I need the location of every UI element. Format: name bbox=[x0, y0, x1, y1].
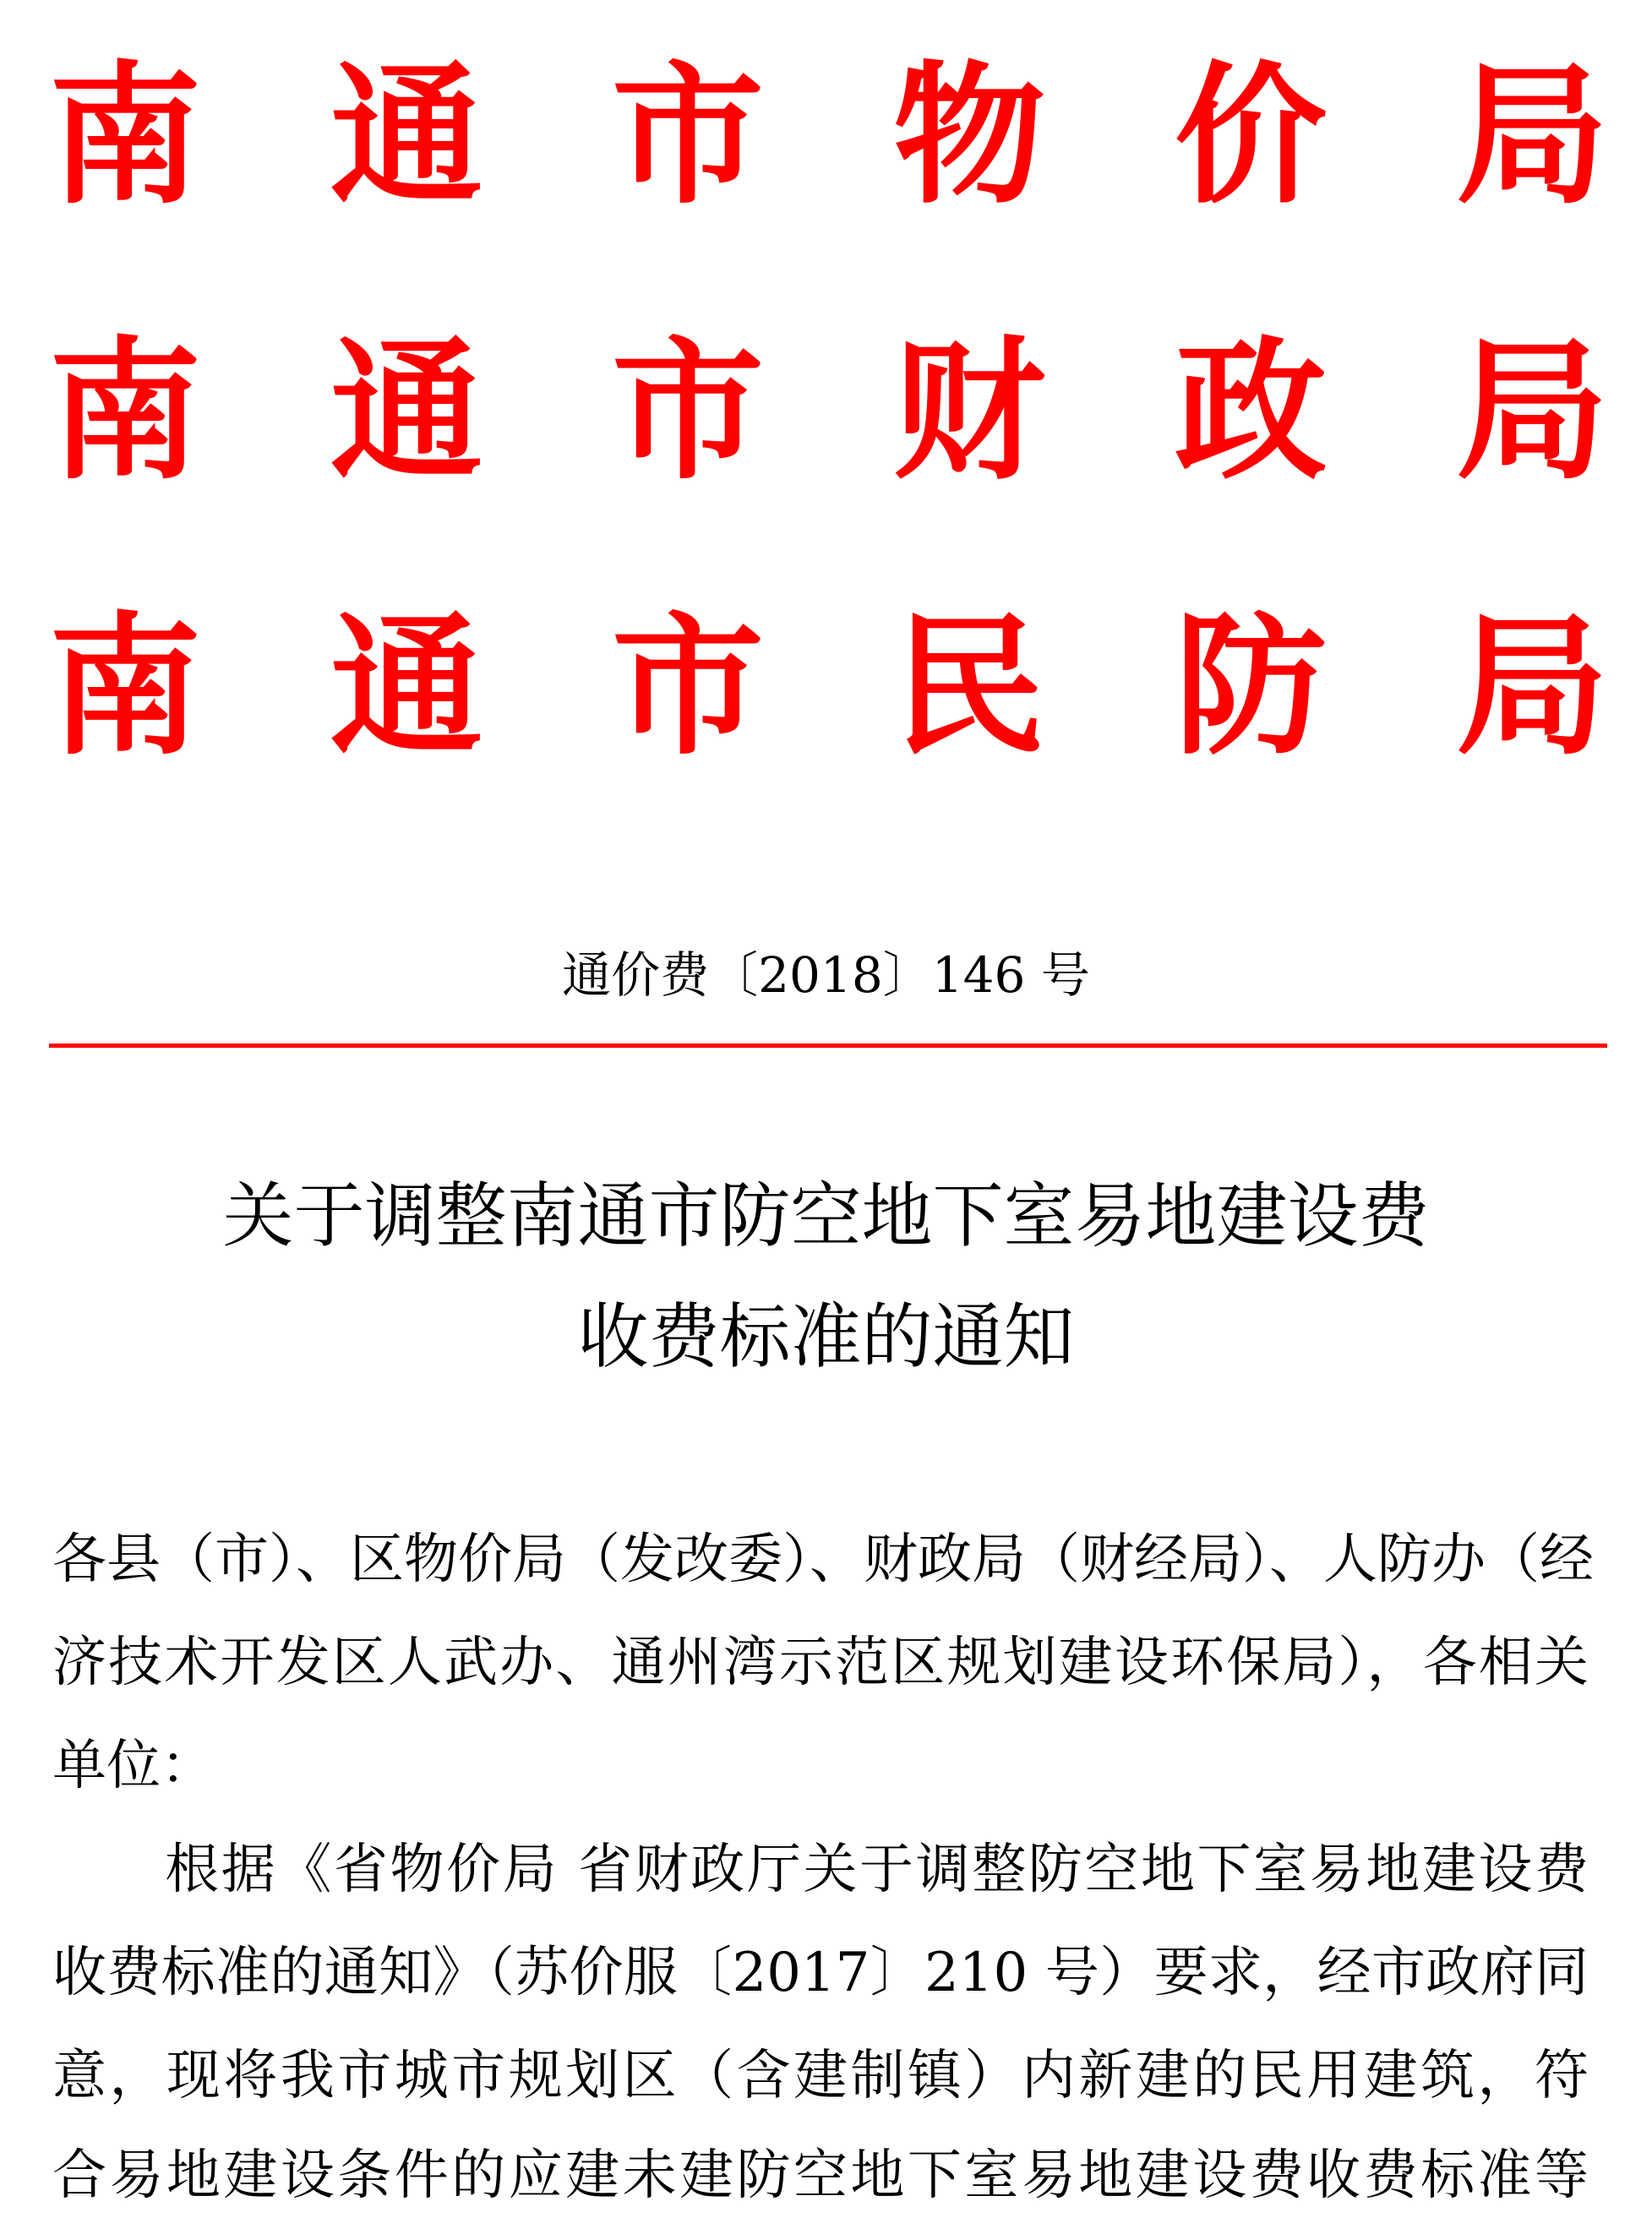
body-line-2: 济技术开发区人武办、通州湾示范区规划建设环保局），各相关 bbox=[52, 1632, 1589, 1694]
body-line-3: 单位： bbox=[52, 1735, 215, 1797]
header-char: 通 bbox=[330, 48, 483, 225]
header-char: 通 bbox=[330, 324, 483, 500]
header-char: 市 bbox=[612, 48, 765, 225]
header-char: 财 bbox=[893, 324, 1046, 500]
document-title-line-1: 关于调整南通市防空地下室易地建设费 bbox=[222, 1174, 1430, 1257]
header-char: 南 bbox=[49, 599, 202, 776]
header-char: 南 bbox=[49, 324, 202, 500]
issuer-header-row-finance-bureau bbox=[49, 324, 1609, 500]
document-title-line-2: 收费标准的通知 bbox=[577, 1295, 1075, 1378]
body-line-7: 合易地建设条件的应建未建防空地下室易地建设费收费标准等 bbox=[52, 2144, 1589, 2207]
header-char: 南 bbox=[49, 48, 202, 225]
header-char: 局 bbox=[1456, 324, 1609, 500]
body-line-4: 根据《省物价局 省财政厅关于调整防空地下室易地建设费 bbox=[52, 1839, 1589, 1901]
header-char: 市 bbox=[612, 324, 765, 500]
header-char: 市 bbox=[612, 599, 765, 776]
body-line-6: 意，现将我市城市规划区（含建制镇）内新建的民用建筑，符 bbox=[52, 2045, 1589, 2107]
body-line-1: 各县（市）、区物价局（发改委）、财政局（财经局）、人防办（经 bbox=[52, 1529, 1594, 1591]
header-char: 通 bbox=[330, 599, 483, 776]
body-line-5: 收费标准的通知》（苏价服〔2017〕210 号）要求，经市政府同 bbox=[52, 1942, 1589, 2004]
red-divider-line bbox=[49, 1044, 1607, 1048]
header-char: 局 bbox=[1456, 48, 1609, 225]
issuer-header-row-price-bureau bbox=[49, 48, 1609, 225]
header-char: 价 bbox=[1175, 48, 1328, 225]
document-number: 通价费〔2018〕146 号 bbox=[562, 946, 1090, 1004]
header-char: 政 bbox=[1175, 324, 1328, 500]
header-char: 民 bbox=[893, 599, 1046, 776]
header-char: 物 bbox=[893, 48, 1046, 225]
issuer-header-row-civil-defense-bureau bbox=[49, 599, 1609, 776]
header-char: 局 bbox=[1456, 599, 1609, 776]
header-char: 防 bbox=[1175, 599, 1328, 776]
